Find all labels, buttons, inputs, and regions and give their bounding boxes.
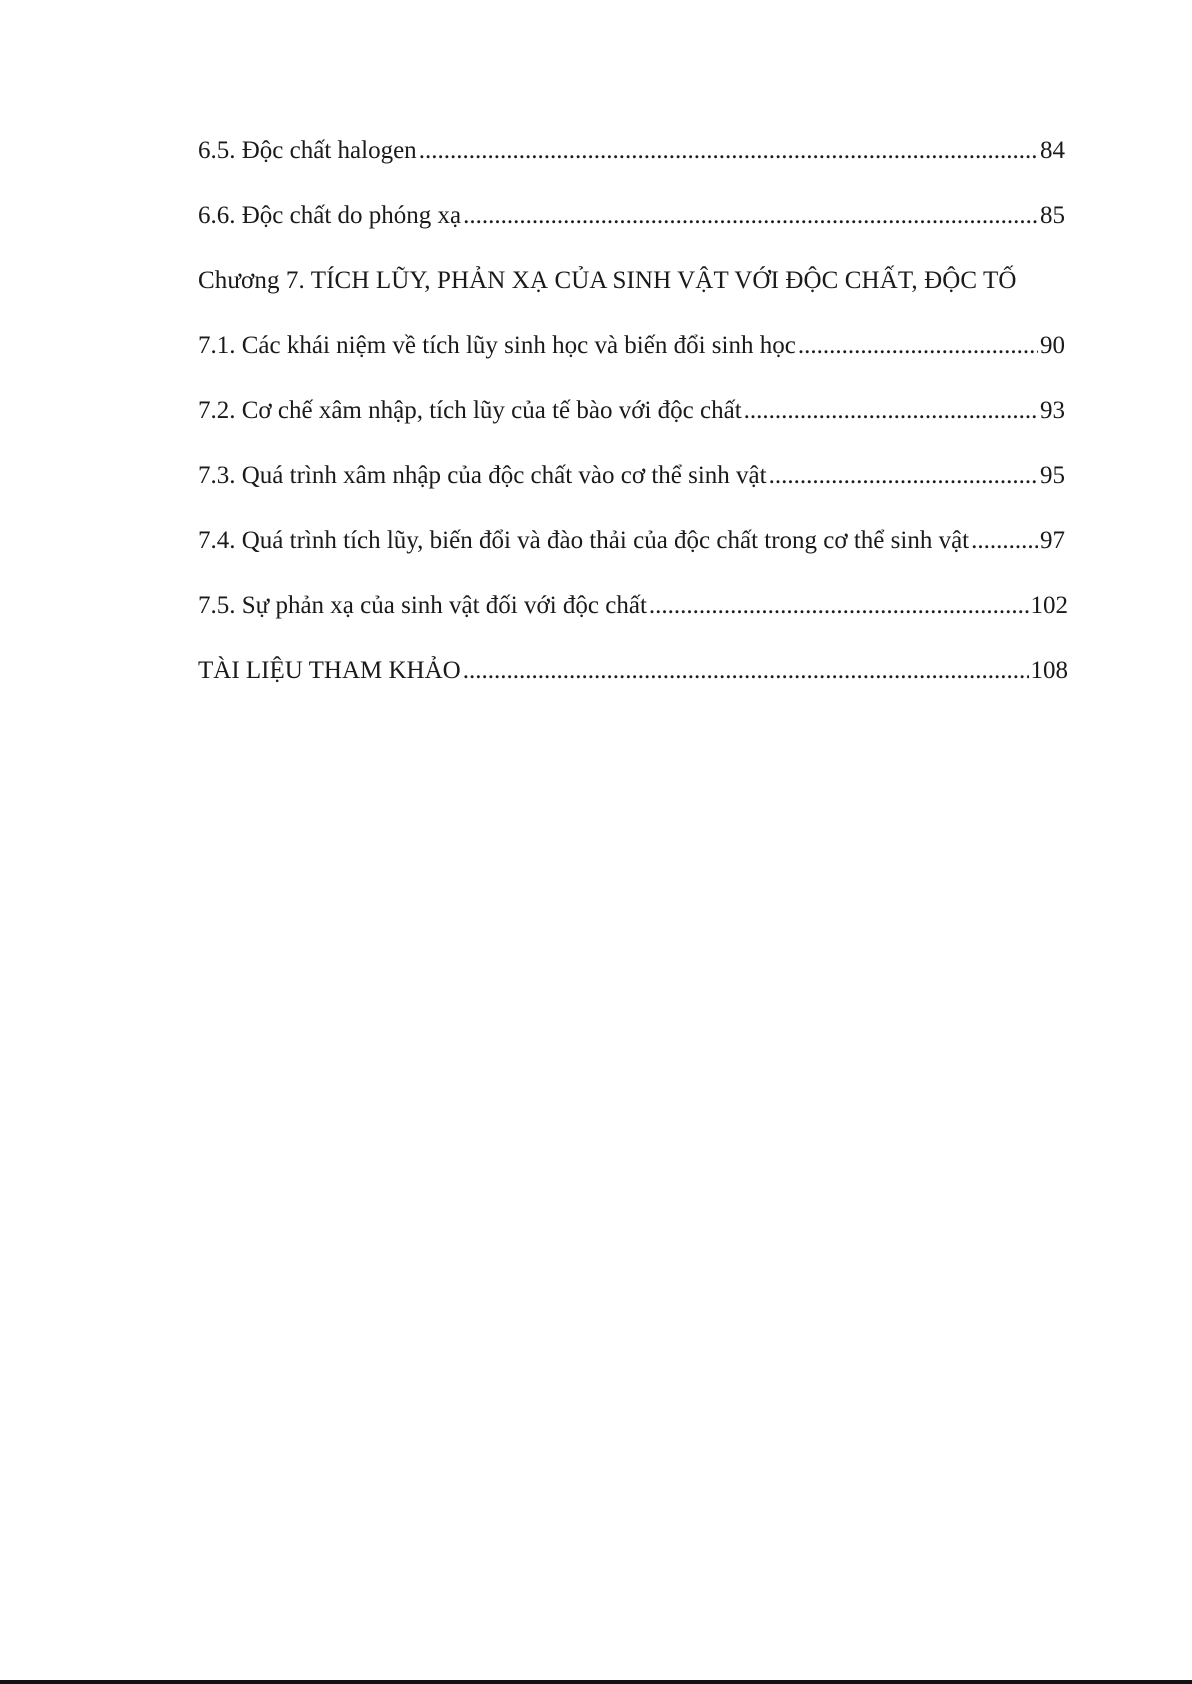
dot-leader — [463, 200, 1038, 232]
dot-leader — [744, 395, 1038, 427]
toc-entry-title: 7.2. Cơ chế xâm nhập, tích lũy của tế bào với độc chất — [198, 397, 742, 424]
toc-entry-title: 6.5. Độc chất halogen — [198, 137, 417, 164]
toc-entry-title: 6.6. Độc chất do phóng xạ — [198, 202, 462, 229]
toc-entry-page: 85 — [1040, 202, 1065, 229]
toc-entry[interactable] — [198, 330, 1068, 395]
toc-entry-page: 97 — [1040, 527, 1065, 554]
toc-entry-page: 102 — [1030, 592, 1068, 619]
dot-leader — [971, 525, 1038, 557]
toc-chapter-heading[interactable] — [198, 265, 1068, 330]
toc-entry-page: 90 — [1040, 332, 1065, 359]
dot-leader — [769, 460, 1038, 492]
toc-entry-title: 7.4. Quá trình tích lũy, biến đổi và đào thải của độc chất trong cơ thể sinh vật — [198, 527, 970, 554]
toc-entry[interactable] — [198, 590, 1068, 655]
page-bottom-border — [0, 1680, 1192, 1684]
toc-entry-title: 7.3. Quá trình xâm nhập của độc chất vào cơ thể sinh vật — [198, 462, 767, 489]
table-of-contents — [198, 135, 1068, 720]
toc-entry-title: TÀI LIỆU THAM KHẢO — [198, 657, 461, 684]
toc-entry[interactable] — [198, 200, 1068, 265]
toc-entry-page: 93 — [1040, 397, 1065, 424]
toc-chapter-title: Chương 7. TÍCH LŨY, PHẢN XẠ CỦA SINH VẬT VỚI ĐỘC CHẤT, ĐỘC TỐ — [198, 267, 1017, 294]
dot-leader — [463, 655, 1029, 687]
toc-entry-page: 84 — [1040, 137, 1065, 164]
toc-entry-title: 7.1. Các khái niệm về tích lũy sinh học và biến đổi sinh học — [198, 332, 796, 359]
dot-leader — [649, 590, 1029, 622]
toc-entry[interactable] — [198, 655, 1068, 720]
toc-entry-page: 95 — [1040, 462, 1065, 489]
dot-leader — [419, 135, 1038, 167]
toc-entry-page: 108 — [1030, 657, 1068, 684]
toc-entry[interactable] — [198, 135, 1068, 200]
toc-entry[interactable] — [198, 525, 1068, 590]
toc-entry[interactable] — [198, 460, 1068, 525]
toc-entry[interactable] — [198, 395, 1068, 460]
toc-entry-title: 7.5. Sự phản xạ của sinh vật đối với độc chất — [198, 592, 647, 619]
dot-leader — [798, 330, 1038, 362]
